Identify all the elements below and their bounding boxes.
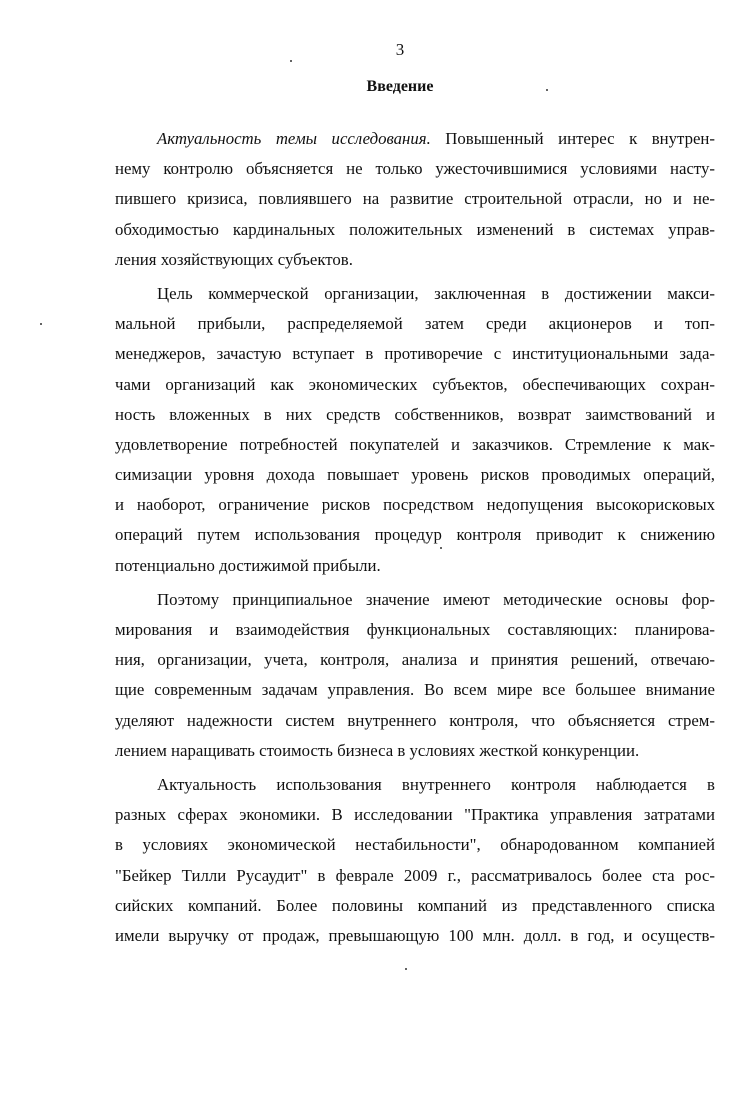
text-line: нему контролю объясняется не только ужесточившимися условиями насту- [115,159,715,179]
text-line: Поэтому принципиальное значение имеют методические основы фор- [157,589,715,609]
text-line: удовлетворение потребностей покупателей и заказчиков. Стремление к мак- [115,434,715,454]
text-line: мальной прибыли, распределяемой затем среди акционеров и топ- [115,314,715,334]
text-line: щие современным задачам управления. Во всем мире все большее внимание [115,680,715,700]
text-line: "Бейкер Тилли Русаудит" в феврале 2009 г., рассматривалось более ста рос- [115,865,715,885]
text-line: ления хозяйствующих субъектов. [115,249,353,269]
text-line: симизации уровня дохода повышает уровень рисков проводимых операций, [115,465,715,485]
body-text [115,124,715,951]
text-line: Цель коммерческой организации, заключенная в достижении макси- [157,283,715,303]
section-heading: Введение [366,78,434,95]
text-line: разных сферах экономики. В исследовании "Практика управления затратами [115,805,715,825]
text-line: Актуальность темы исследования. Повышенный интерес к внутрен- [157,129,715,148]
scan-speck [40,323,42,325]
page-number: 3 [395,40,405,59]
text-line: и наоборот, ограничение рисков посредством недопущения высокорисковых [115,495,715,515]
text-line: чами организаций как экономических субъектов, обеспечивающих сохран- [115,374,715,394]
scan-speck [290,60,292,62]
emphasis-text: Актуальность темы исследования. [157,129,431,148]
text-line: обходимостью кардинальных положительных изменений в системах управ- [115,219,715,239]
text-line: потенциально достижимой прибыли. [115,555,381,575]
text-line: мирования и взаимодействия функциональных составляющих: планирова- [115,620,715,639]
text-line: менеджеров, зачастую вступает в противоречие с институциональными зада- [115,344,715,364]
text-line: лением наращивать стоимость бизнеса в условиях жесткой конкуренции. [115,740,640,760]
text-line: Актуальность использования внутреннего контроля наблюдается в [157,774,715,794]
paragraph-relevance [115,124,715,275]
scan-speck [405,968,407,970]
paragraph-internal-control [115,770,715,951]
text-line: сийских компаний. Более половины компаний из представленного списка [115,895,715,915]
text-line: ния, организации, учета, контроля, анализа и принятия решений, отвечаю- [115,650,715,670]
scan-speck [440,547,442,549]
text-line: ность вложенных в них средств собственников, возврат заимствований и [115,404,715,424]
paragraph-goal [115,279,715,581]
scan-speck [546,89,548,91]
text-line: уделяют надежности систем внутреннего контроля, что объясняется стрем- [115,710,715,730]
text-line: пившего кризиса, повлиявшего на развитие строительной отрасли, но и не- [115,189,715,209]
paragraph-methodology [115,585,715,766]
text-line: имели выручку от продаж, превышающую 100 млн. долл. в год, и осуществ- [115,925,715,945]
text-line: в условиях экономической нестабильности", обнародованном компанией [115,835,715,855]
text-line: операций путем использования процедур контроля приводит к снижению [115,525,715,545]
